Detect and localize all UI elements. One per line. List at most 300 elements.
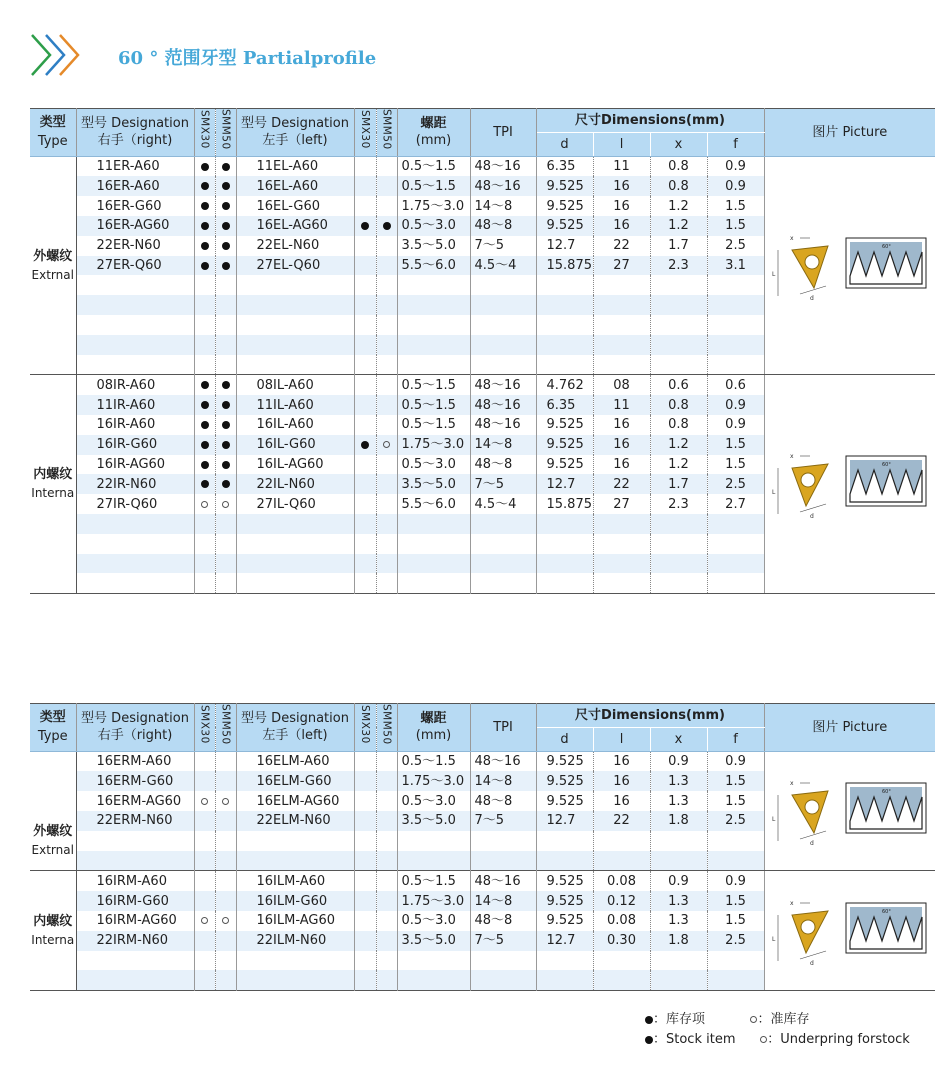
legend xyxy=(645,1010,910,1050)
smx30-mark xyxy=(194,236,215,256)
stock-dot-icon xyxy=(645,1036,653,1044)
l-value: 16 xyxy=(593,435,650,455)
col-left-designation: 型号 Designation 左手（left) xyxy=(236,109,354,157)
smx30-mark xyxy=(194,156,215,176)
svg-text:60°: 60° xyxy=(881,789,891,796)
smm50-mark xyxy=(215,474,236,494)
external-insert-diagram xyxy=(770,763,930,853)
d-value: 12.7 xyxy=(536,931,593,951)
x-value: 1.3 xyxy=(650,791,707,811)
col-x: x xyxy=(650,727,707,751)
smx30-mark xyxy=(194,415,215,435)
right-designation: 22IR-N60 xyxy=(76,474,194,494)
smm50-mark xyxy=(215,176,236,196)
right-designation: 11ER-A60 xyxy=(76,156,194,176)
smx30-left-mark xyxy=(354,871,376,891)
stock-dot-icon xyxy=(201,182,209,190)
x-value: 1.2 xyxy=(650,455,707,475)
table-row xyxy=(30,751,935,771)
smm50-left-mark xyxy=(376,375,397,395)
tpi-value: 48～8 xyxy=(470,455,536,475)
d-value: 6.35 xyxy=(536,395,593,415)
f-value: 0.9 xyxy=(707,751,764,771)
d-value: 12.7 xyxy=(536,236,593,256)
x-value: 1.3 xyxy=(650,771,707,791)
left-designation: 11IL-A60 xyxy=(236,395,354,415)
right-designation: 11IR-A60 xyxy=(76,395,194,415)
smx30-left-mark xyxy=(354,474,376,494)
picture-cell xyxy=(764,751,935,871)
x-value: 2.3 xyxy=(650,494,707,514)
d-value: 9.525 xyxy=(536,791,593,811)
smm50-mark xyxy=(215,415,236,435)
col-smx30-left: SMX30 xyxy=(354,704,376,752)
smx30-mark xyxy=(194,474,215,494)
stock-dot-icon xyxy=(201,163,209,171)
underpring-ring-icon xyxy=(201,501,208,508)
smx30-left-mark xyxy=(354,771,376,791)
tpi-value: 48～16 xyxy=(470,395,536,415)
l-value: 16 xyxy=(593,791,650,811)
smm50-left-mark xyxy=(376,871,397,891)
smx30-mark xyxy=(194,931,215,951)
f-value: 2.7 xyxy=(707,494,764,514)
d-value: 15.875 xyxy=(536,256,593,276)
x-value: 0.6 xyxy=(650,375,707,395)
l-value: 16 xyxy=(593,176,650,196)
l-value: 0.30 xyxy=(593,931,650,951)
smm50-mark xyxy=(215,911,236,931)
smx30-left-mark xyxy=(354,375,376,395)
smm50-left-mark xyxy=(376,891,397,911)
l-value: 22 xyxy=(593,474,650,494)
legend-stock-en: ：Stock item xyxy=(653,1032,736,1047)
smx30-left-mark xyxy=(354,156,376,176)
underpring-ring-icon xyxy=(222,501,229,508)
col-right-designation: 型号 Designation 右手（right) xyxy=(76,704,194,752)
tpi-value: 48～16 xyxy=(470,375,536,395)
svg-text:x: x xyxy=(789,453,794,461)
left-designation: 22EL-N60 xyxy=(236,236,354,256)
pitch-value: 3.5～5.0 xyxy=(397,931,470,951)
svg-text:x: x xyxy=(789,899,794,907)
smx30-mark xyxy=(194,216,215,236)
d-value: 15.875 xyxy=(536,494,593,514)
stock-dot-icon xyxy=(222,182,230,190)
l-value: 0.08 xyxy=(593,911,650,931)
f-value: 0.9 xyxy=(707,871,764,891)
smx30-left-mark xyxy=(354,435,376,455)
right-designation: 16IRM-G60 xyxy=(76,891,194,911)
right-designation: 16ERM-G60 xyxy=(76,771,194,791)
smx30-left-mark xyxy=(354,751,376,771)
x-value: 1.8 xyxy=(650,931,707,951)
smx30-mark xyxy=(194,891,215,911)
left-designation: 08IL-A60 xyxy=(236,375,354,395)
tpi-value: 14～8 xyxy=(470,196,536,216)
col-type: 类型 Type xyxy=(30,704,76,752)
table-row xyxy=(30,156,935,176)
smm50-left-mark xyxy=(376,236,397,256)
x-value: 0.9 xyxy=(650,871,707,891)
right-designation: 16IRM-A60 xyxy=(76,871,194,891)
smx30-left-mark xyxy=(354,455,376,475)
pitch-value: 0.5～3.0 xyxy=(397,455,470,475)
page-title: 60 ° 范围牙型 Partialprofile xyxy=(118,48,377,69)
col-smm50-left: SMM50 xyxy=(376,109,397,157)
smm50-left-mark xyxy=(376,791,397,811)
col-l: l xyxy=(593,132,650,156)
d-value: 6.35 xyxy=(536,156,593,176)
stock-dot-icon xyxy=(222,480,230,488)
picture-cell xyxy=(764,156,935,375)
smm50-left-mark xyxy=(376,474,397,494)
smm50-mark xyxy=(215,791,236,811)
spec-table-2 xyxy=(30,703,935,991)
col-tpi: TPI xyxy=(470,704,536,752)
stock-dot-icon xyxy=(222,202,230,210)
l-value: 22 xyxy=(593,236,650,256)
smx30-mark xyxy=(194,771,215,791)
left-designation: 16IL-A60 xyxy=(236,415,354,435)
col-l: l xyxy=(593,727,650,751)
f-value: 1.5 xyxy=(707,455,764,475)
right-designation: 16IRM-AG60 xyxy=(76,911,194,931)
l-value: 08 xyxy=(593,375,650,395)
col-dimensions: 尺寸Dimensions(mm) xyxy=(536,704,764,728)
stock-dot-icon xyxy=(383,222,391,230)
f-value: 2.5 xyxy=(707,236,764,256)
left-designation: 27EL-Q60 xyxy=(236,256,354,276)
x-value: 0.9 xyxy=(650,751,707,771)
svg-text:60°: 60° xyxy=(881,462,891,469)
pitch-value: 0.5～1.5 xyxy=(397,375,470,395)
right-designation: 16ERM-A60 xyxy=(76,751,194,771)
l-value: 16 xyxy=(593,751,650,771)
svg-text:60°: 60° xyxy=(881,908,891,915)
tpi-value: 4.5～4 xyxy=(470,494,536,514)
smm50-mark xyxy=(215,256,236,276)
tpi-value: 14～8 xyxy=(470,435,536,455)
x-value: 2.3 xyxy=(650,256,707,276)
left-designation: 16IL-G60 xyxy=(236,435,354,455)
col-type: 类型 Type xyxy=(30,109,76,157)
smx30-left-mark xyxy=(354,931,376,951)
x-value: 1.2 xyxy=(650,435,707,455)
svg-text:L: L xyxy=(771,489,776,497)
smx30-left-mark xyxy=(354,494,376,514)
f-value: 1.5 xyxy=(707,771,764,791)
stock-dot-icon xyxy=(222,242,230,250)
d-value: 9.525 xyxy=(536,415,593,435)
smm50-mark xyxy=(215,891,236,911)
smm50-mark xyxy=(215,771,236,791)
l-value: 16 xyxy=(593,455,650,475)
stock-dot-icon xyxy=(201,381,209,389)
stock-dot-icon xyxy=(201,401,209,409)
smx30-left-mark xyxy=(354,216,376,236)
pitch-value: 0.5～3.0 xyxy=(397,911,470,931)
pitch-value: 0.5～1.5 xyxy=(397,395,470,415)
svg-text:x: x xyxy=(789,780,794,788)
picture-cell xyxy=(764,871,935,991)
external-insert-diagram xyxy=(770,218,930,308)
col-picture: 图片 Picture xyxy=(764,704,935,752)
f-value: 1.5 xyxy=(707,435,764,455)
tpi-value: 14～8 xyxy=(470,771,536,791)
col-smm50: SMM50 xyxy=(215,704,236,752)
pitch-value: 0.5～1.5 xyxy=(397,415,470,435)
f-value: 3.1 xyxy=(707,256,764,276)
col-smm50: SMM50 xyxy=(215,109,236,157)
stock-dot-icon xyxy=(222,262,230,270)
stock-dot-icon xyxy=(222,381,230,389)
smm50-mark xyxy=(215,375,236,395)
legend-under-cn: ：准库存 xyxy=(757,1012,810,1027)
pitch-value: 3.5～5.0 xyxy=(397,236,470,256)
col-smm50-left: SMM50 xyxy=(376,704,397,752)
d-value: 9.525 xyxy=(536,911,593,931)
group-type-label: 内螺纹 Interna xyxy=(30,375,76,594)
smm50-left-mark xyxy=(376,156,397,176)
l-value: 27 xyxy=(593,256,650,276)
stock-dot-icon xyxy=(645,1016,653,1024)
f-value: 0.6 xyxy=(707,375,764,395)
tpi-value: 14～8 xyxy=(470,891,536,911)
x-value: 1.8 xyxy=(650,811,707,831)
right-designation: 08IR-A60 xyxy=(76,375,194,395)
stock-dot-icon xyxy=(201,441,209,449)
f-value: 1.5 xyxy=(707,791,764,811)
pitch-value: 0.5～3.0 xyxy=(397,791,470,811)
right-designation: 16ER-A60 xyxy=(76,176,194,196)
smx30-mark xyxy=(194,494,215,514)
col-f: f xyxy=(707,727,764,751)
stock-dot-icon xyxy=(201,421,209,429)
group-type-label: 内螺纹 Interna xyxy=(30,871,76,991)
pitch-value: 1.75～3.0 xyxy=(397,771,470,791)
smm50-left-mark xyxy=(376,931,397,951)
f-value: 2.5 xyxy=(707,811,764,831)
pitch-value: 0.5～1.5 xyxy=(397,871,470,891)
smx30-mark xyxy=(194,256,215,276)
smm50-left-mark xyxy=(376,395,397,415)
table-row xyxy=(30,871,935,891)
d-value: 9.525 xyxy=(536,891,593,911)
tpi-value: 48～16 xyxy=(470,156,536,176)
legend-stock-cn: ：库存项 xyxy=(653,1012,706,1027)
left-designation: 22ELM-N60 xyxy=(236,811,354,831)
left-designation: 16ELM-AG60 xyxy=(236,791,354,811)
underpring-ring-icon xyxy=(222,917,229,924)
smm50-mark xyxy=(215,196,236,216)
f-value: 2.5 xyxy=(707,474,764,494)
svg-text:L: L xyxy=(771,935,776,943)
right-designation: 22ERM-N60 xyxy=(76,811,194,831)
right-designation: 16ER-AG60 xyxy=(76,216,194,236)
x-value: 0.8 xyxy=(650,415,707,435)
col-left-designation: 型号 Designation 左手（left) xyxy=(236,704,354,752)
pitch-value: 3.5～5.0 xyxy=(397,811,470,831)
smx30-left-mark xyxy=(354,236,376,256)
f-value: 0.9 xyxy=(707,415,764,435)
pitch-value: 0.5～1.5 xyxy=(397,176,470,196)
d-value: 9.525 xyxy=(536,216,593,236)
l-value: 16 xyxy=(593,216,650,236)
smm50-left-mark xyxy=(376,216,397,236)
right-designation: 22IRM-N60 xyxy=(76,931,194,951)
underpring-ring-icon xyxy=(383,441,390,448)
stock-dot-icon xyxy=(201,461,209,469)
group-type-label: 外螺纹 Extrnal xyxy=(30,156,76,375)
smx30-mark xyxy=(194,375,215,395)
col-d: d xyxy=(536,727,593,751)
left-designation: 16IL-AG60 xyxy=(236,455,354,475)
col-smx30: SMX30 xyxy=(194,704,215,752)
x-value: 1.3 xyxy=(650,891,707,911)
smx30-left-mark xyxy=(354,415,376,435)
svg-text:60°: 60° xyxy=(881,243,891,250)
col-x: x xyxy=(650,132,707,156)
f-value: 2.5 xyxy=(707,931,764,951)
underpring-ring-icon xyxy=(201,917,208,924)
right-designation: 16IR-A60 xyxy=(76,415,194,435)
col-pitch: 螺距 (mm) xyxy=(397,704,470,752)
stock-dot-icon xyxy=(361,222,369,230)
stock-dot-icon xyxy=(201,202,209,210)
table-row xyxy=(30,375,935,395)
stock-dot-icon xyxy=(201,262,209,270)
left-designation: 11EL-A60 xyxy=(236,156,354,176)
col-d: d xyxy=(536,132,593,156)
pitch-value: 5.5～6.0 xyxy=(397,256,470,276)
smx30-left-mark xyxy=(354,791,376,811)
stock-dot-icon xyxy=(222,421,230,429)
col-tpi: TPI xyxy=(470,109,536,157)
smx30-left-mark xyxy=(354,891,376,911)
smm50-left-mark xyxy=(376,751,397,771)
pitch-value: 3.5～5.0 xyxy=(397,474,470,494)
chevron-arrows-logo xyxy=(30,30,110,80)
stock-dot-icon xyxy=(201,480,209,488)
stock-dot-icon xyxy=(222,163,230,171)
l-value: 16 xyxy=(593,771,650,791)
tpi-value: 7～5 xyxy=(470,236,536,256)
smx30-mark xyxy=(194,176,215,196)
tpi-value: 7～5 xyxy=(470,931,536,951)
smm50-mark xyxy=(215,156,236,176)
pitch-value: 1.75～3.0 xyxy=(397,891,470,911)
smm50-left-mark xyxy=(376,176,397,196)
smm50-left-mark xyxy=(376,494,397,514)
tpi-value: 48～8 xyxy=(470,911,536,931)
col-f: f xyxy=(707,132,764,156)
stock-dot-icon xyxy=(222,461,230,469)
svg-text:d: d xyxy=(809,959,814,967)
d-value: 12.7 xyxy=(536,811,593,831)
d-value: 9.525 xyxy=(536,455,593,475)
d-value: 4.762 xyxy=(536,375,593,395)
f-value: 1.5 xyxy=(707,891,764,911)
smx30-left-mark xyxy=(354,196,376,216)
smx30-left-mark xyxy=(354,176,376,196)
left-designation: 16ILM-A60 xyxy=(236,871,354,891)
smx30-mark xyxy=(194,811,215,831)
smm50-mark xyxy=(215,931,236,951)
left-designation: 16ELM-G60 xyxy=(236,771,354,791)
d-value: 9.525 xyxy=(536,196,593,216)
left-designation: 22ILM-N60 xyxy=(236,931,354,951)
smm50-mark xyxy=(215,435,236,455)
stock-dot-icon xyxy=(222,441,230,449)
tpi-value: 48～8 xyxy=(470,791,536,811)
stock-dot-icon xyxy=(222,222,230,230)
smm50-mark xyxy=(215,751,236,771)
col-smx30: SMX30 xyxy=(194,109,215,157)
col-dimensions: 尺寸Dimensions(mm) xyxy=(536,109,764,133)
smx30-mark xyxy=(194,455,215,475)
col-right-designation: 型号 Designation 右手（right) xyxy=(76,109,194,157)
d-value: 9.525 xyxy=(536,176,593,196)
smm50-left-mark xyxy=(376,771,397,791)
smm50-left-mark xyxy=(376,455,397,475)
smx30-left-mark xyxy=(354,911,376,931)
stock-dot-icon xyxy=(201,222,209,230)
x-value: 0.8 xyxy=(650,176,707,196)
tpi-value: 48～16 xyxy=(470,871,536,891)
d-value: 9.525 xyxy=(536,435,593,455)
tpi-value: 48～8 xyxy=(470,216,536,236)
smm50-left-mark xyxy=(376,256,397,276)
picture-cell xyxy=(764,375,935,594)
smm50-mark xyxy=(215,216,236,236)
underpring-ring-icon xyxy=(201,798,208,805)
pitch-value: 1.75～3.0 xyxy=(397,435,470,455)
legend-under-en: ：Underpring forstock xyxy=(767,1032,910,1047)
col-smx30-left: SMX30 xyxy=(354,109,376,157)
l-value: 11 xyxy=(593,156,650,176)
left-designation: 22IL-N60 xyxy=(236,474,354,494)
smm50-mark xyxy=(215,236,236,256)
x-value: 1.7 xyxy=(650,474,707,494)
l-value: 16 xyxy=(593,196,650,216)
left-designation: 16ELM-A60 xyxy=(236,751,354,771)
d-value: 9.525 xyxy=(536,771,593,791)
spec-table-1 xyxy=(30,108,935,594)
left-designation: 16ILM-G60 xyxy=(236,891,354,911)
smx30-mark xyxy=(194,395,215,415)
smx30-left-mark xyxy=(354,256,376,276)
smx30-mark xyxy=(194,871,215,891)
x-value: 1.7 xyxy=(650,236,707,256)
smm50-mark xyxy=(215,395,236,415)
col-picture: 图片 Picture xyxy=(764,109,935,157)
tpi-value: 7～5 xyxy=(470,811,536,831)
l-value: 16 xyxy=(593,415,650,435)
smx30-left-mark xyxy=(354,811,376,831)
x-value: 0.8 xyxy=(650,395,707,415)
left-designation: 16EL-G60 xyxy=(236,196,354,216)
pitch-value: 5.5～6.0 xyxy=(397,494,470,514)
internal-insert-diagram xyxy=(770,436,930,526)
pitch-value: 1.75～3.0 xyxy=(397,196,470,216)
right-designation: 16ERM-AG60 xyxy=(76,791,194,811)
smm50-mark xyxy=(215,494,236,514)
f-value: 1.5 xyxy=(707,196,764,216)
right-designation: 16IR-AG60 xyxy=(76,455,194,475)
left-designation: 16EL-AG60 xyxy=(236,216,354,236)
right-designation: 16IR-G60 xyxy=(76,435,194,455)
